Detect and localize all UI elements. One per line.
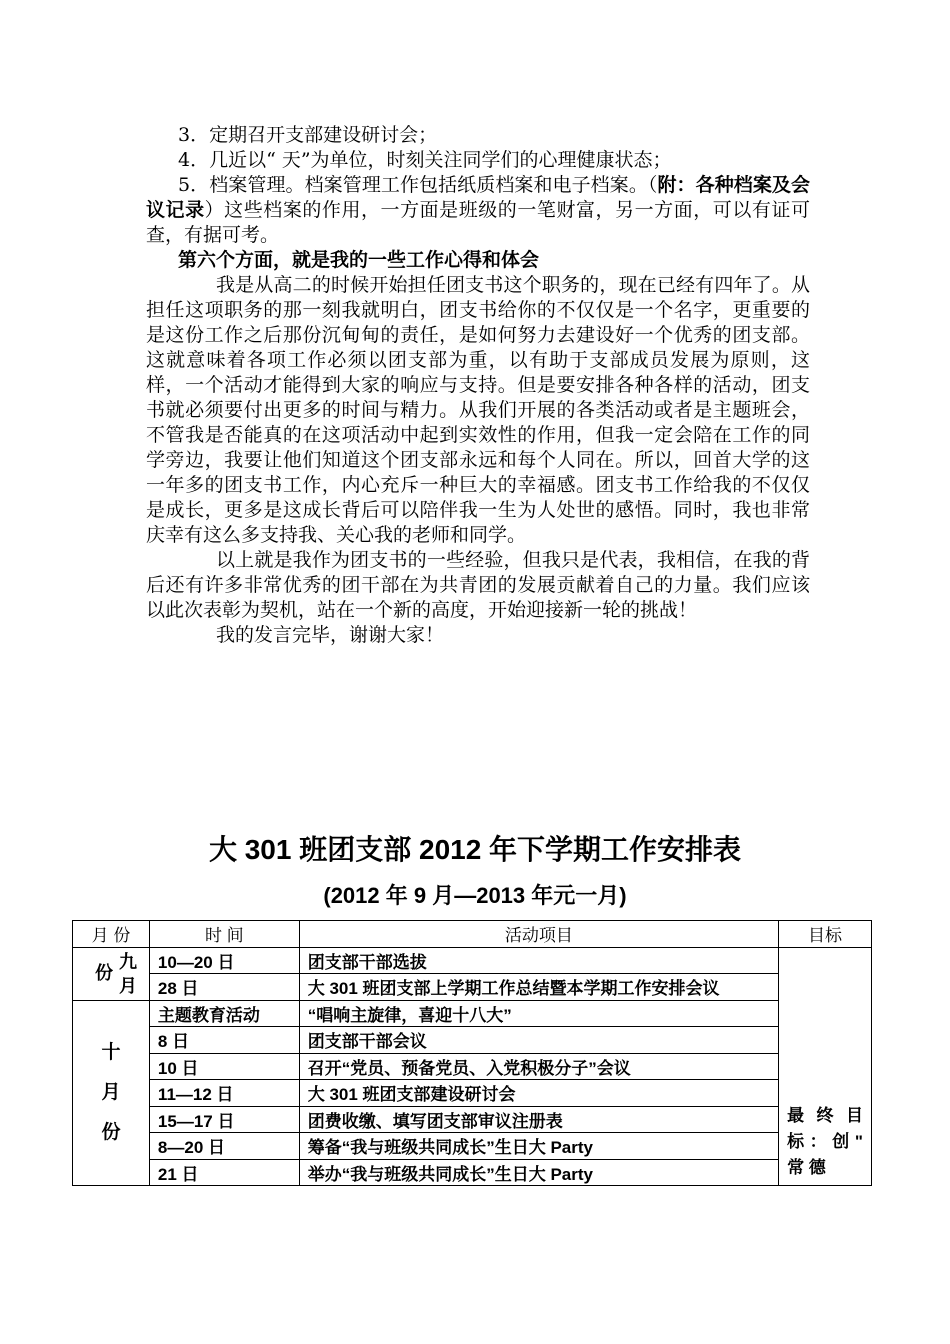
table-header-row bbox=[73, 921, 872, 948]
item-5-text-a: 5．档案管理。档案管理工作包括纸质档案和电子档案。（ bbox=[178, 174, 658, 196]
time-cell: 11—12 日 bbox=[149, 1080, 299, 1107]
activity-cell: 团费收缴、填写团支部审议注册表 bbox=[299, 1106, 778, 1133]
activity-cell: 大 301 班团支部上学期工作总结暨本学期工作安排会议 bbox=[299, 974, 778, 1001]
table-row bbox=[73, 974, 872, 1001]
activity-cell: 团支部干部选拔 bbox=[299, 947, 778, 974]
header-month: 月 份 bbox=[73, 921, 150, 948]
table-row bbox=[73, 1053, 872, 1080]
time-cell: 28 日 bbox=[149, 974, 299, 1001]
time-cell: 8—20 日 bbox=[149, 1133, 299, 1160]
schedule-subtitle: (2012 年 9 月—2013 年元一月) bbox=[323, 883, 627, 908]
month-october: 十 月 份 bbox=[73, 1000, 150, 1186]
activity-cell: 筹备“我与班级共同成长”生日大 Party bbox=[299, 1133, 778, 1160]
paragraph-item-3: 3．定期召开支部建设研讨会； bbox=[178, 124, 438, 146]
schedule-title: 大 301 班团支部 2012 年下学期工作安排表 bbox=[208, 834, 742, 865]
activity-cell: 大 301 班团支部建设研讨会 bbox=[299, 1080, 778, 1107]
paragraph-conclusion: 以上就是我作为团支书的一些经验，但我只是代表，我相信，在我的背后还有许多非常优秀的团干部在为共青团的发展贡献着自己的力量。我们应该以此次表彰为契机，站在一个新的高度，开始迎接新一轮的挑战！ bbox=[146, 549, 810, 621]
schedule-table bbox=[72, 920, 872, 1186]
paragraph-experience: 我是从高二的时候开始担任团支书这个职务的，现在已经有四年了。从担任这项职务的那一刻我就明白，团支书给你的不仅仅是一个名字，更重要的是这份工作之后那份沉甸甸的责任，是如何努力去建设好一个优秀的团支部。这就意味着各项工作必须以团支部为重，以有助于支部成员发展为原则，这样，一个活动才能得到大家的响应与支持。但是要安排各种各样的活动，团支书就必须要付出更多的时间与精力。从我们开展的各类活动或者是主题班会，不管我是否能真的在这项活动中起到实效性的作用，但我一定会陪在工作的同学旁边，我要让他们知道这个团支部永远和每个人同在。所以，回首大学的这一年多的团支书工作，内心充斥一种巨大的幸福感。团支书工作给我的不仅仅是成长，更多是这成长背后可以陪伴我一生为人处世的感悟。同时，我也非常庆幸有这么多支持我、关心我的老师和同学。 bbox=[146, 274, 810, 546]
time-cell: 10 日 bbox=[149, 1053, 299, 1080]
time-cell: 10—20 日 bbox=[149, 947, 299, 974]
paragraph-item-5 bbox=[146, 173, 810, 248]
table-row bbox=[73, 1080, 872, 1107]
item-5-attachment-note: 附：各种档案及会议记录 bbox=[146, 174, 810, 221]
time-cell: 8 日 bbox=[149, 1027, 299, 1054]
item-5-text-b: ）这些档案的作用，一方面是班级的一笔财富，另一方面，可以有证可查，有据可考。 bbox=[146, 199, 810, 246]
paragraph-closing: 我的发言完毕，谢谢大家！ bbox=[216, 624, 445, 646]
table-row bbox=[73, 1000, 872, 1027]
header-time: 时 间 bbox=[149, 921, 299, 948]
month-september: 九 份 月 bbox=[73, 947, 150, 1000]
table-row bbox=[73, 1027, 872, 1054]
table-row bbox=[73, 1133, 872, 1160]
table-row bbox=[73, 1159, 872, 1186]
time-cell: 21 日 bbox=[149, 1159, 299, 1186]
speech-body bbox=[146, 123, 810, 648]
activity-cell: 团支部干部会议 bbox=[299, 1027, 778, 1054]
activity-cell: “唱响主旋律，喜迎十八大” bbox=[299, 1000, 778, 1027]
table-row bbox=[73, 947, 872, 974]
time-cell: 15—17 日 bbox=[149, 1106, 299, 1133]
paragraph-item-4: 4．几近以“ 天”为单位，时刻关注同学们的心理健康状态； bbox=[178, 149, 672, 171]
activity-cell: 召开“党员、预备党员、入党积极分子”会议 bbox=[299, 1053, 778, 1080]
table-row bbox=[73, 1106, 872, 1133]
goal-cell: 最 终 目 标 ： 创 " 常 德 bbox=[779, 947, 872, 1186]
header-activity: 活动项目 bbox=[299, 921, 778, 948]
activity-cell: 举办“我与班级共同成长”生日大 Party bbox=[299, 1159, 778, 1186]
time-cell: 主题教育活动 bbox=[149, 1000, 299, 1027]
header-goal: 目标 bbox=[779, 921, 872, 948]
section-heading: 第六个方面，就是我的一些工作心得和体会 bbox=[178, 249, 540, 271]
